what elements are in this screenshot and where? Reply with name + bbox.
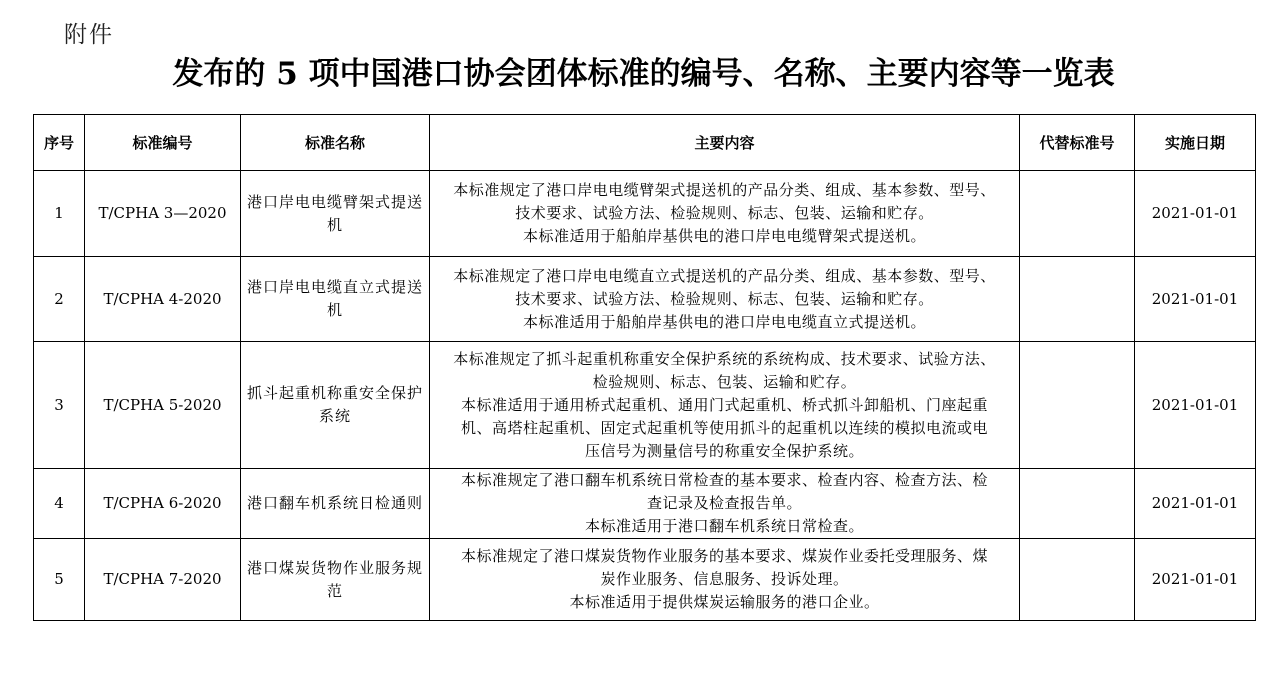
row-code: T/CPHA 6-2020: [85, 469, 241, 539]
content-line: 本标准规定了港口煤炭货物作业服务的基本要求、煤炭作业委托受理服务、煤: [460, 547, 988, 565]
content-line: 技术要求、试验方法、检验规则、标志、包装、运输和贮存。: [515, 204, 934, 222]
row-date: 2021-01-01: [1135, 539, 1256, 621]
column-header-date: 实施日期: [1135, 115, 1256, 171]
content-line: 机、高塔柱起重机、固定式起重机等使用抓斗的起重机以连续的模拟电流或电: [460, 418, 988, 437]
row-content: [430, 171, 1020, 257]
row-content: [430, 342, 1020, 469]
content-line: 本标准规定了港口岸电电缆直立式提送机的产品分类、组成、基本参数、型号、: [453, 266, 996, 285]
row-name: 港口煤炭货物作业服务规范: [241, 539, 430, 621]
row-replaces: [1020, 171, 1135, 257]
content-line: 本标准规定了抓斗起重机称重安全保护系统的系统构成、技术要求、试验方法、: [453, 349, 996, 368]
row-code: T/CPHA 4-2020: [85, 257, 241, 342]
content-line: 本标准规定了港口翻车机系统日常检查的基本要求、检查内容、检查方法、检: [460, 471, 988, 489]
content-line: 查记录及检查报告单。: [646, 494, 802, 512]
table-header-row: [34, 115, 1256, 171]
content-line: 检验规则、标志、包装、运输和贮存。: [592, 372, 857, 391]
row-name: 港口岸电电缆臂架式提送机: [241, 171, 430, 257]
row-content: [430, 257, 1020, 342]
row-content: [430, 469, 1020, 539]
row-replaces: [1020, 469, 1135, 539]
column-header-content: 主要内容: [430, 115, 1020, 171]
row-name: 港口翻车机系统日检通则: [241, 469, 430, 539]
row-seq: 2: [34, 257, 85, 342]
row-replaces: [1020, 539, 1135, 621]
column-header-seq: 序号: [34, 115, 85, 171]
attachment-label: 附件: [64, 22, 114, 48]
content-line: 本标准适用于通用桥式起重机、通用门式起重机、桥式抓斗卸船机、门座起重: [460, 395, 988, 414]
row-date: 2021-01-01: [1135, 469, 1256, 539]
row-replaces: [1020, 257, 1135, 342]
content-line: 炭作业服务、信息服务、投诉处理。: [600, 570, 849, 588]
page-title: 发布的 5 项中国港口协会团体标准的编号、名称、主要内容等一览表: [172, 56, 1115, 92]
content-line: 本标准适用于提供煤炭运输服务的港口企业。: [569, 593, 880, 611]
content-line: 本标准适用于船舶岸基供电的港口岸电电缆直立式提送机。: [522, 312, 926, 331]
table-row: [34, 539, 1256, 621]
row-seq: 5: [34, 539, 85, 621]
row-code: T/CPHA 3—2020: [85, 171, 241, 257]
content-line: 本标准适用于港口翻车机系统日常检查。: [584, 517, 864, 535]
row-name: 港口岸电电缆直立式提送机: [241, 257, 430, 342]
row-date: 2021-01-01: [1135, 342, 1256, 469]
row-seq: 4: [34, 469, 85, 539]
column-header-code: 标准编号: [85, 115, 241, 171]
table-row: [34, 171, 1256, 257]
row-date: 2021-01-01: [1135, 257, 1256, 342]
table-row: [34, 257, 1256, 342]
row-name: 抓斗起重机称重安全保护系统: [241, 342, 430, 469]
content-line: 压信号为测量信号的称重安全保护系统。: [584, 441, 864, 460]
table-row: [34, 342, 1256, 469]
column-header-replaces: 代替标准号: [1020, 115, 1135, 171]
table-row: [34, 469, 1256, 539]
row-date: 2021-01-01: [1135, 171, 1256, 257]
standards-table: [33, 114, 1256, 621]
content-line: 本标准规定了港口岸电电缆臂架式提送机的产品分类、组成、基本参数、型号、: [453, 181, 996, 199]
content-line: 技术要求、试验方法、检验规则、标志、包装、运输和贮存。: [515, 289, 934, 308]
row-seq: 3: [34, 342, 85, 469]
row-content: [430, 539, 1020, 621]
row-seq: 1: [34, 171, 85, 257]
row-code: T/CPHA 5-2020: [85, 342, 241, 469]
row-code: T/CPHA 7-2020: [85, 539, 241, 621]
row-replaces: [1020, 342, 1135, 469]
content-line: 本标准适用于船舶岸基供电的港口岸电电缆臂架式提送机。: [522, 227, 926, 245]
column-header-name: 标准名称: [241, 115, 430, 171]
